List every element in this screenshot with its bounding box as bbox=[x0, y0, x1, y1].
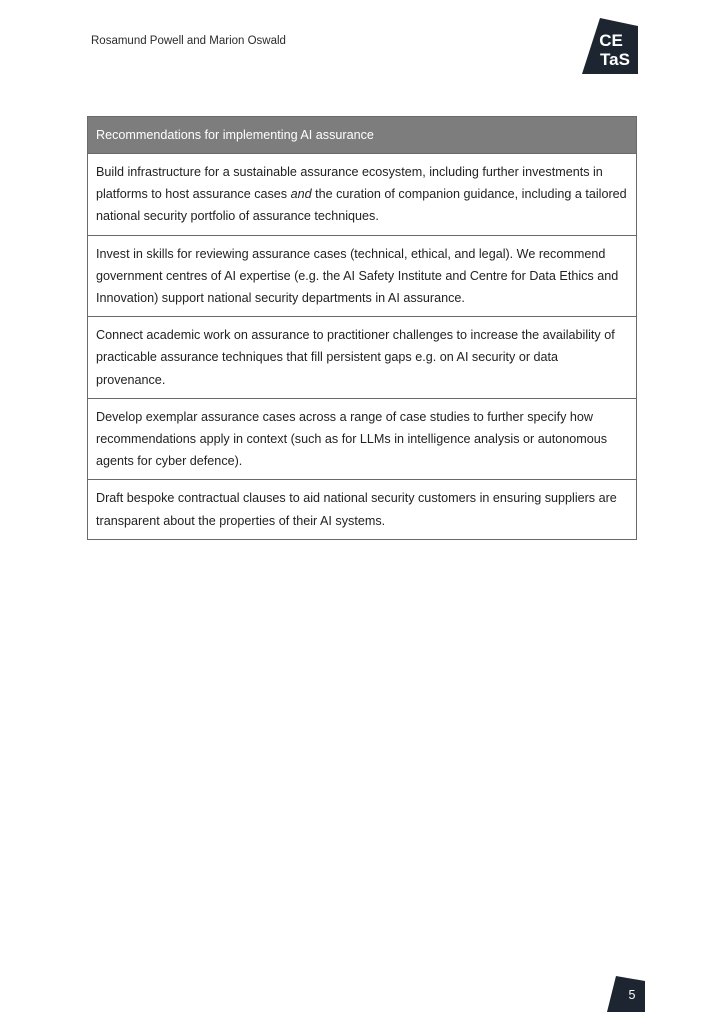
svg-text:CE: CE bbox=[599, 31, 623, 50]
running-header-authors: Rosamund Powell and Marion Oswald bbox=[91, 35, 286, 47]
page-number-badge bbox=[607, 976, 645, 1012]
cetas-logo bbox=[580, 18, 638, 74]
table-row: Draft bespoke contractual clauses to aid national security customers in ensuring suppliers are transparent about the properties of their AI systems. bbox=[96, 491, 617, 528]
table-row: Develop exemplar assurance cases across a range of case studies to further specify how recommendations apply in context (such as for LLMs in intelligence analysis or autonomous agents for cyber defence). bbox=[88, 399, 636, 481]
table-heading: Recommendations for implementing AI assurance bbox=[88, 117, 636, 154]
table-row: Connect academic work on assurance to practitioner challenges to increase the availability of practicable assurance techniques that fill persistent gaps e.g. on AI security or data provenance. bbox=[88, 317, 636, 399]
svg-text:TaS: TaS bbox=[600, 50, 630, 69]
page-number: 5 bbox=[628, 988, 636, 1002]
recommendations-table bbox=[87, 116, 637, 540]
row-text: the curation of companion guidance, including a tailored national security portfolio of assurance techniques. bbox=[96, 187, 627, 224]
table-row: Invest in skills for reviewing assurance cases (technical, ethical, and legal). We recommend government centres of AI expertise (e.g. the AI Safety Institute and Centre for Data Ethics and Innovation) support national security departments in AI assurance. bbox=[88, 236, 636, 318]
row-text: Build infrastructure for a sustainable assurance ecosystem, including further investments in platforms to host assurance cases bbox=[96, 165, 603, 202]
table-row bbox=[88, 154, 636, 236]
row-emphasis: and bbox=[290, 187, 312, 202]
